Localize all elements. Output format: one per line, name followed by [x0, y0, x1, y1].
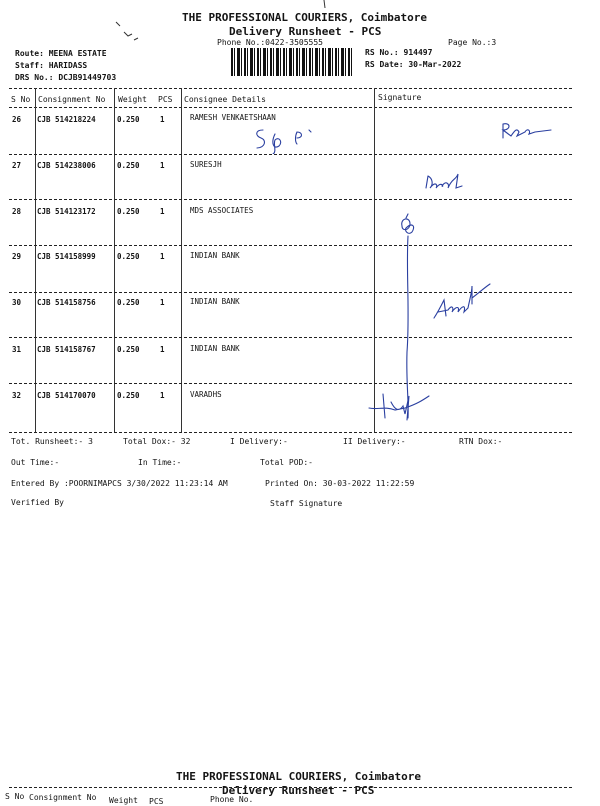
row-divider — [9, 199, 572, 200]
row-weight: 0.250 — [117, 298, 140, 307]
row-sno: 32 — [12, 391, 22, 400]
row-weight: 0.250 — [117, 207, 140, 216]
row-divider — [9, 383, 572, 384]
row-divider — [9, 154, 572, 155]
in-time: In Time:- — [138, 458, 182, 467]
rs-date: RS Date: 30-Mar-2022 — [365, 60, 462, 69]
row-consignment: CJB 514158767 — [37, 345, 96, 354]
row-consignee: INDIAN BANK — [190, 297, 240, 306]
footer-header-sno: S No — [5, 792, 25, 801]
row-sno: 28 — [12, 207, 22, 216]
i-delivery: I Delivery:- — [230, 437, 288, 446]
row-pcs: 1 — [160, 391, 165, 400]
row-weight: 0.250 — [117, 252, 140, 261]
row-consignment: CJB 514238006 — [37, 161, 96, 170]
company-name: THE PROFESSIONAL COURIERS, Coimbatore — [182, 11, 428, 24]
row-weight: 0.250 — [117, 115, 140, 124]
total-dox: Total Dox:- 32 — [123, 437, 191, 446]
column-divider — [181, 88, 182, 432]
row-consignee: SURESJH — [190, 160, 222, 169]
column-header-consignee: Consignee Details — [184, 95, 266, 104]
column-header-signature: Signature — [378, 93, 422, 102]
scan-mark-icon — [112, 18, 142, 46]
row-weight: 0.250 — [117, 161, 140, 170]
document-title: Delivery Runsheet - PCS — [229, 25, 382, 38]
row-sno: 27 — [12, 161, 22, 170]
row-consignment: CJB 514218224 — [37, 115, 96, 124]
staff: Staff: HARIDASS — [15, 61, 88, 70]
column-header-weight: Weight — [118, 95, 147, 104]
column-divider — [114, 88, 115, 432]
staff-signature-label: Staff Signature — [270, 499, 343, 508]
ii-delivery: II Delivery:- — [343, 437, 406, 446]
route: Route: MEENA ESTATE — [15, 49, 107, 58]
row-consignee: MDS ASSOCIATES — [190, 206, 254, 215]
row-pcs: 1 — [160, 161, 165, 170]
column-header-consignment: Consignment No — [38, 95, 106, 104]
footer-header-consignment: Consignment No — [29, 793, 97, 802]
row-consignment: CJB 514123172 — [37, 207, 96, 216]
footer-header-weight: Weight — [109, 796, 138, 805]
row-divider — [9, 432, 572, 433]
column-divider — [374, 88, 375, 432]
row-consignment: CJB 514158756 — [37, 298, 96, 307]
scan-mark-icon — [320, 0, 330, 10]
footer-header-pcs: PCS — [149, 797, 164, 806]
handwritten-signature — [422, 166, 472, 194]
row-consignee: RAMESH VENKAETSHAAN — [190, 113, 276, 122]
handwritten-signature — [495, 118, 565, 142]
row-sno: 26 — [12, 115, 22, 124]
row-sno: 30 — [12, 298, 22, 307]
row-divider — [9, 245, 572, 246]
out-time: Out Time:- — [11, 458, 60, 467]
column-header-pcs: PCS — [158, 95, 173, 104]
total-runsheet: Tot. Runsheet:- 3 — [11, 437, 93, 446]
page-number: Page No.:3 — [448, 38, 497, 47]
total-pod: Total POD:- — [260, 458, 313, 467]
row-pcs: 1 — [160, 115, 165, 124]
row-pcs: 1 — [160, 207, 165, 216]
divider — [9, 107, 572, 108]
row-weight: 0.250 — [117, 391, 140, 400]
rs-number: RS No.: 914497 — [365, 48, 433, 57]
footer-phone: Phone No. — [210, 795, 254, 804]
rtn-dox: RTN Dox:- — [459, 437, 503, 446]
row-consignee: VARADHS — [190, 390, 222, 399]
handwritten-signature — [365, 388, 435, 424]
footer-document-title: Delivery Runsheet - PCS — [222, 784, 375, 797]
row-pcs: 1 — [160, 345, 165, 354]
verified-by: Verified By — [11, 498, 64, 507]
entered-by: Entered By :POORNIMAPCS 3/30/2022 11:23:14 AM — [11, 479, 228, 488]
row-consignment: CJB 514170070 — [37, 391, 96, 400]
row-pcs: 1 — [160, 252, 165, 261]
drs-number: DRS No.: DCJB91449703 — [15, 73, 117, 82]
printed-on: Printed On: 30-03-2022 11:22:59 — [265, 479, 415, 488]
row-consignee: INDIAN BANK — [190, 251, 240, 260]
handwritten-signature — [428, 282, 498, 326]
row-weight: 0.250 — [117, 345, 140, 354]
row-pcs: 1 — [160, 298, 165, 307]
row-sno: 29 — [12, 252, 22, 261]
barcode — [231, 48, 353, 76]
row-consignment: CJB 514158999 — [37, 252, 96, 261]
footer-company-name: THE PROFESSIONAL COURIERS, Coimbatore — [176, 770, 422, 783]
divider — [9, 787, 572, 788]
phone-number: Phone No.:0422-3505555 — [217, 38, 323, 47]
column-header-sno: S No — [11, 95, 31, 104]
row-consignee: INDIAN BANK — [190, 344, 240, 353]
row-sno: 31 — [12, 345, 22, 354]
column-divider — [35, 88, 36, 432]
row-divider — [9, 337, 572, 338]
divider — [9, 88, 572, 89]
handwritten-signature — [245, 122, 325, 154]
